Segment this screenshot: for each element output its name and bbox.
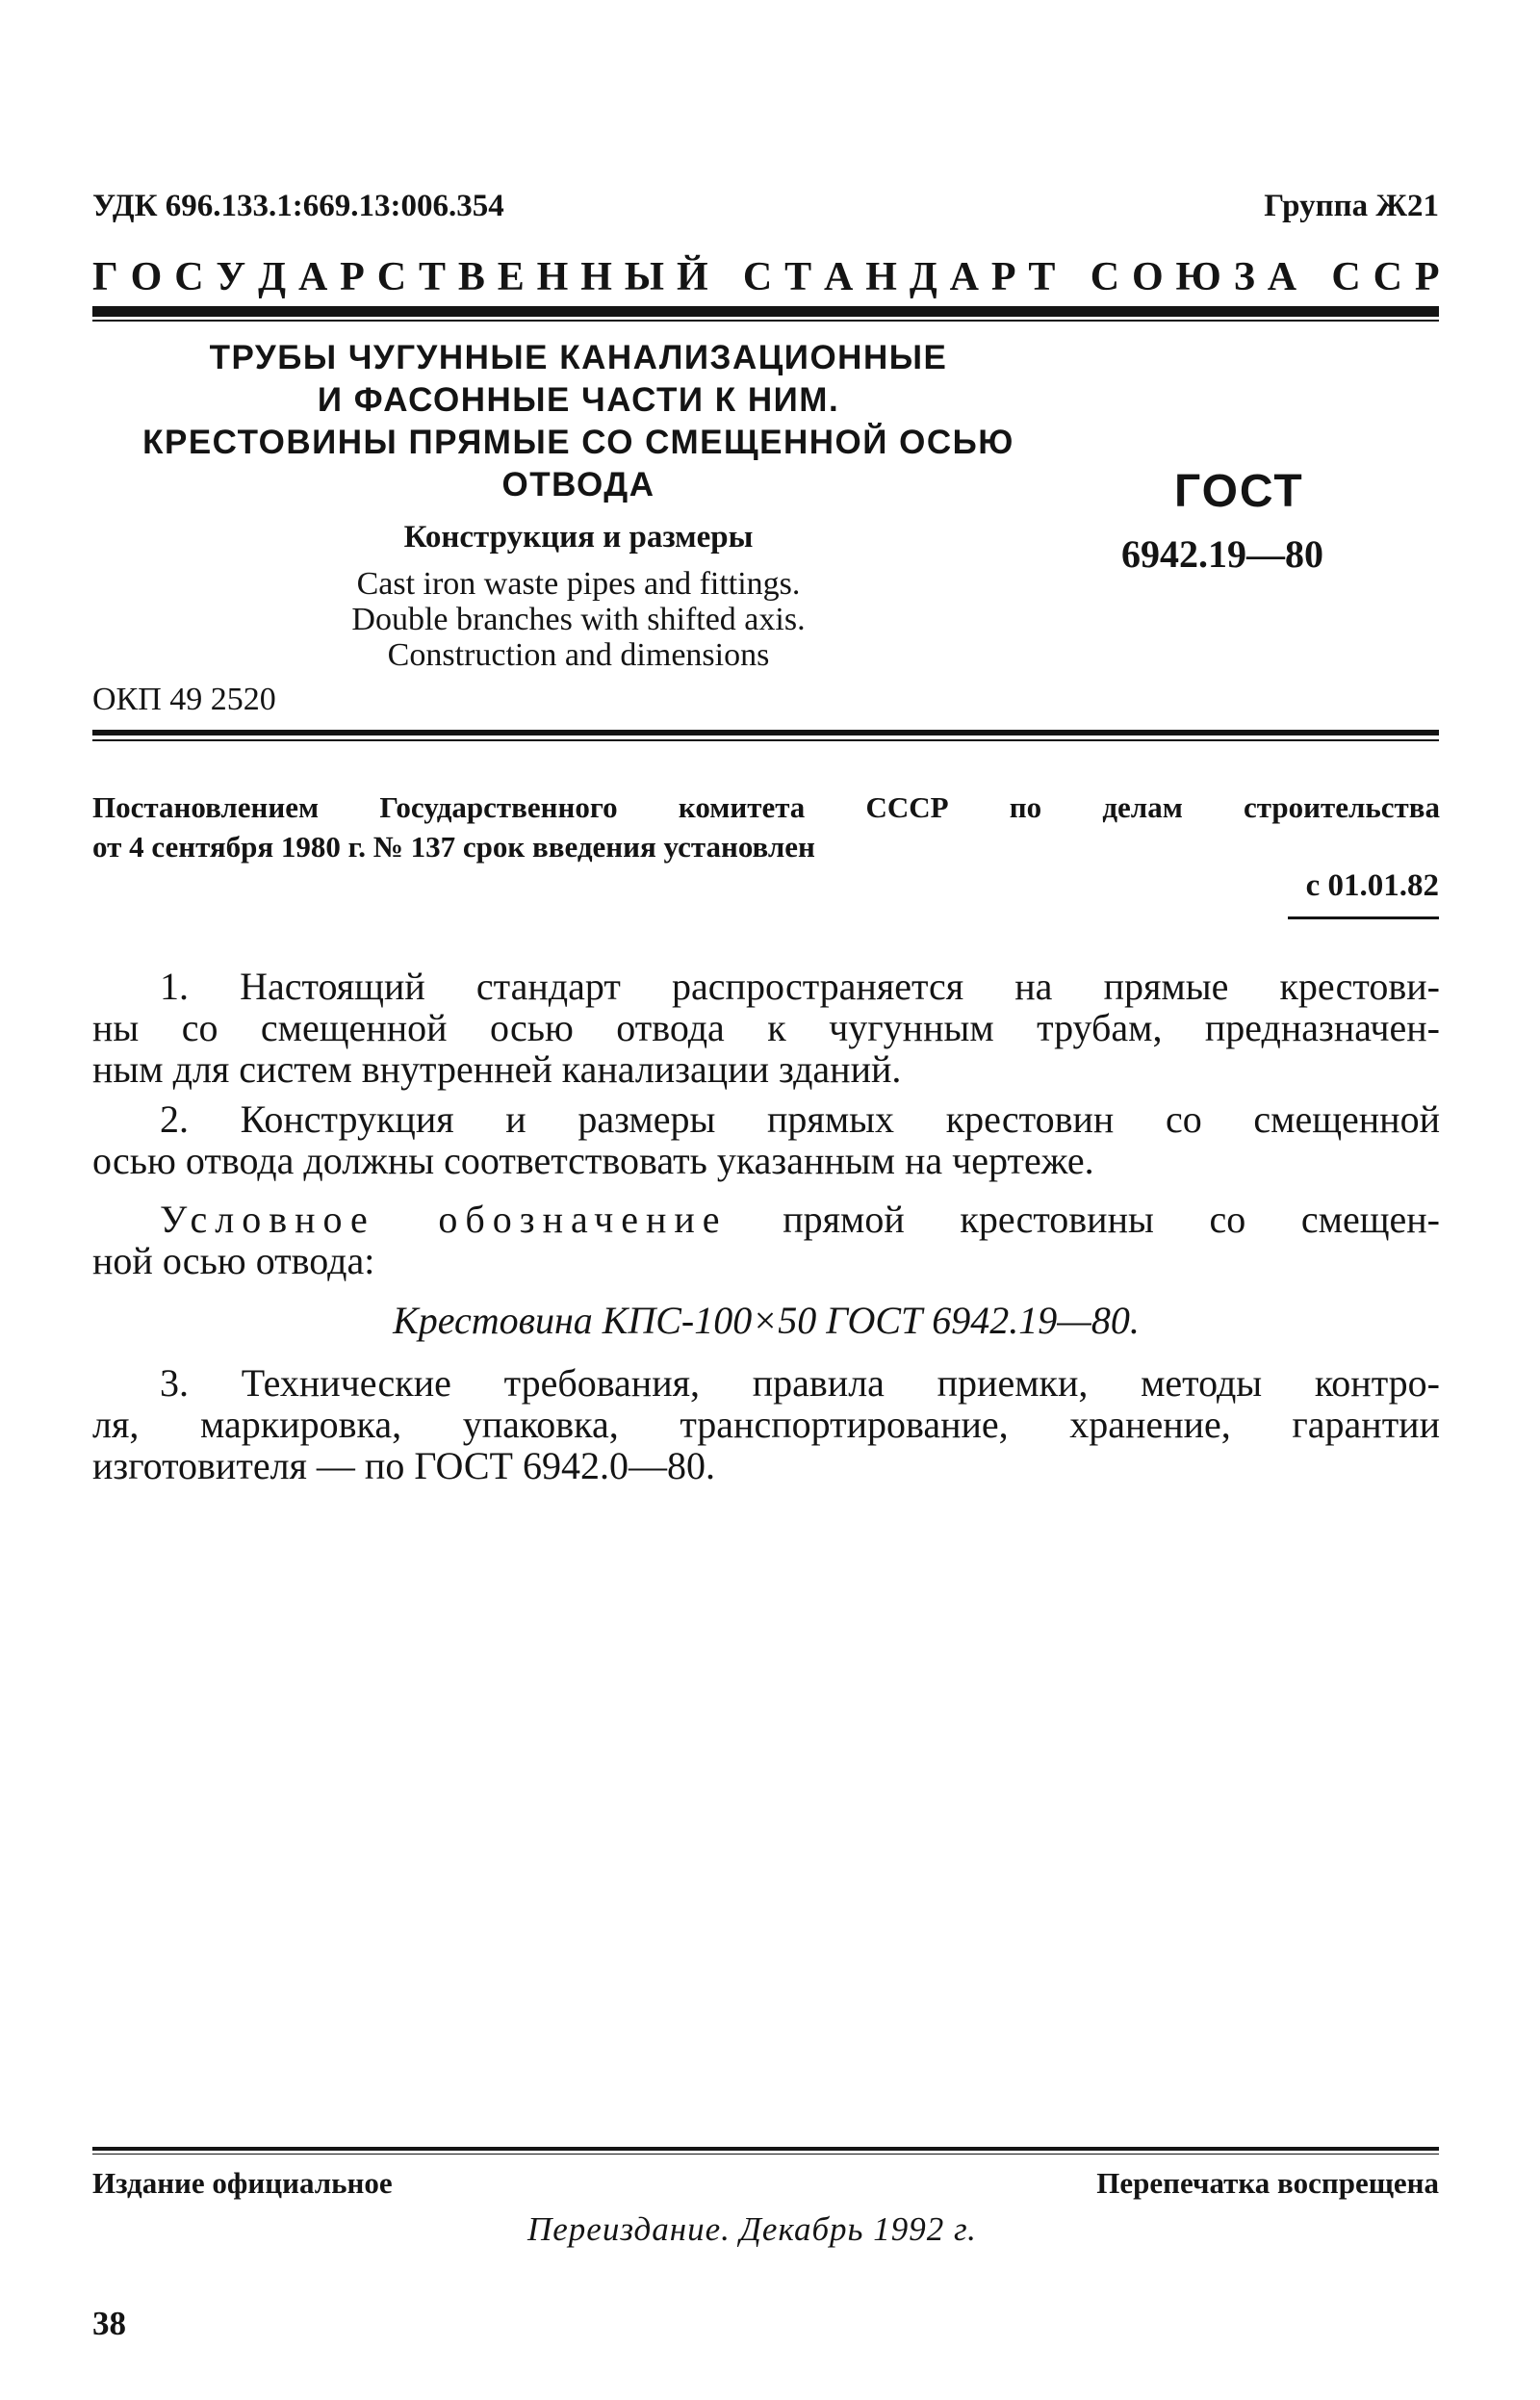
- heading-letter: Й: [676, 255, 708, 299]
- official-edition-label: Издание официальное: [92, 2166, 393, 2200]
- english-title-line: Construction and dimensions: [387, 637, 770, 673]
- clause-3: [92, 1362, 1440, 1486]
- title-line: ОТВОДА: [501, 466, 655, 503]
- decree-word: делам: [1102, 790, 1183, 824]
- clause-line: 3. Технические требования, правила приемки, методы контро-: [160, 1361, 1440, 1405]
- designation-line: [92, 1199, 1440, 1240]
- heading-letter: А: [297, 255, 328, 299]
- heading-letter: О: [1131, 255, 1164, 299]
- decree-word: Постановлением: [92, 790, 320, 824]
- gost-number: 6942.19—80: [1121, 532, 1323, 576]
- heading-letter: А: [949, 255, 979, 299]
- decree-word: по: [1009, 790, 1042, 824]
- heading-letter: [1067, 254, 1078, 300]
- heading-letter: Г: [92, 255, 118, 299]
- designation-term: Условное обозначение: [160, 1198, 728, 1241]
- section-rule-thick: [92, 730, 1439, 735]
- document-subtitle: Конструкция и размеры: [403, 520, 754, 555]
- page-number: 38: [92, 2305, 126, 2342]
- heading-letter: Н: [536, 255, 569, 299]
- document-title-block: [92, 337, 1065, 673]
- clause-line: изготовителя — по ГОСТ 6942.0—80.: [92, 1444, 715, 1487]
- clause-line: ны со смещенной осью отвода к чугунным трубам, предназначен-: [92, 1006, 1440, 1049]
- footer-rule-thick: [92, 2147, 1439, 2151]
- heading-letter: О: [130, 255, 163, 299]
- heading-letter: Ю: [1175, 255, 1221, 299]
- heading-letter: Р: [990, 255, 1016, 299]
- heading-letter: А: [1267, 255, 1297, 299]
- state-standard-heading: [92, 254, 1440, 300]
- reissue-note: Переиздание. Декабрь 1992 г.: [527, 2210, 977, 2248]
- effective-date: с 01.01.82: [1305, 868, 1439, 903]
- heading-letter: Н: [580, 255, 612, 299]
- clause-2: [92, 1098, 1440, 1181]
- title-line: ТРУБЫ ЧУГУННЫЕ КАНАЛИЗАЦИОННЫЕ: [209, 339, 948, 376]
- heading-letter: Т: [418, 255, 446, 299]
- heading-letter: С: [1373, 255, 1402, 299]
- english-title: [92, 566, 1065, 673]
- heading-letter: Д: [258, 255, 287, 299]
- footer-rule-thin: [92, 2154, 1439, 2155]
- english-title-line: Double branches with shifted axis.: [351, 602, 806, 637]
- heading-letter: Ы: [624, 255, 665, 299]
- clause-line: 1. Настоящий стандарт распространяется на прямые крестови-: [160, 965, 1440, 1008]
- designation-line: ной осью отвода:: [92, 1239, 375, 1282]
- heading-letter: Т: [1028, 255, 1056, 299]
- decree-line: [92, 787, 1440, 827]
- title-line: КРЕСТОВИНЫ ПРЯМЫЕ СО СМЕЩЕННОЙ ОСЬЮ: [142, 424, 1014, 461]
- heading-letter: С: [376, 255, 407, 299]
- decree-word: строительства: [1244, 790, 1440, 824]
- decree-word: комитета: [678, 790, 806, 824]
- designation-example: Крестовина КПС-100×50 ГОСТ 6942.19—80.: [393, 1299, 1140, 1342]
- heading-letter: У: [216, 255, 246, 299]
- heading-letter: [721, 254, 732, 300]
- clause-line: ля, маркировка, упаковка, транспортирование, хранение, гарантии: [92, 1403, 1440, 1446]
- decree-line: от 4 сентября 1980 г. № 137 срок введения установлен: [92, 830, 815, 864]
- reprint-prohibited-label: Перепечатка воспрещена: [1096, 2166, 1439, 2200]
- title-line: И ФАСОННЫЕ ЧАСТИ К НИМ.: [317, 381, 840, 419]
- clause-1: [92, 966, 1440, 1090]
- clause-line: ным для систем внутренней канализации зданий.: [92, 1047, 902, 1091]
- clause-line: 2. Конструкция и размеры прямых крестовин со смещенной: [160, 1097, 1440, 1141]
- english-title-line: Cast iron waste pipes and fittings.: [356, 566, 801, 602]
- decree-text: [92, 787, 1440, 866]
- decree-word: Государственного: [379, 790, 618, 824]
- heading-letter: С: [174, 255, 204, 299]
- heading-letter: В: [457, 255, 485, 299]
- heading-letter: Р: [1414, 255, 1440, 299]
- group-code: Группа Ж21: [1264, 189, 1439, 223]
- heading-letter: С: [1331, 255, 1361, 299]
- effective-date-underline: [1288, 916, 1439, 919]
- heading-letter: Р: [340, 255, 365, 299]
- designation-text: прямой крестовины со смещен-: [727, 1198, 1440, 1241]
- header-rule-thin: [92, 320, 1439, 322]
- decree-word: СССР: [865, 790, 949, 824]
- section-rule-thin: [92, 739, 1439, 741]
- udk-code: УДК 696.133.1:669.13:006.354: [92, 189, 504, 223]
- heading-letter: С: [742, 255, 773, 299]
- heading-letter: Е: [497, 255, 525, 299]
- clause-line: осью отвода должны соответствовать указанным на чертеже.: [92, 1139, 1094, 1182]
- heading-letter: З: [1233, 255, 1255, 299]
- heading-letter: А: [824, 255, 854, 299]
- heading-letter: С: [1090, 255, 1120, 299]
- gost-label: ГОСТ: [1174, 466, 1304, 517]
- heading-letter: Н: [865, 255, 897, 299]
- header-rule-thick: [92, 306, 1439, 317]
- heading-letter: [1309, 254, 1320, 300]
- heading-letter: Д: [909, 255, 937, 299]
- okp-code: ОКП 49 2520: [92, 682, 276, 717]
- heading-letter: Т: [784, 255, 812, 299]
- designation-paragraph: [92, 1199, 1440, 1281]
